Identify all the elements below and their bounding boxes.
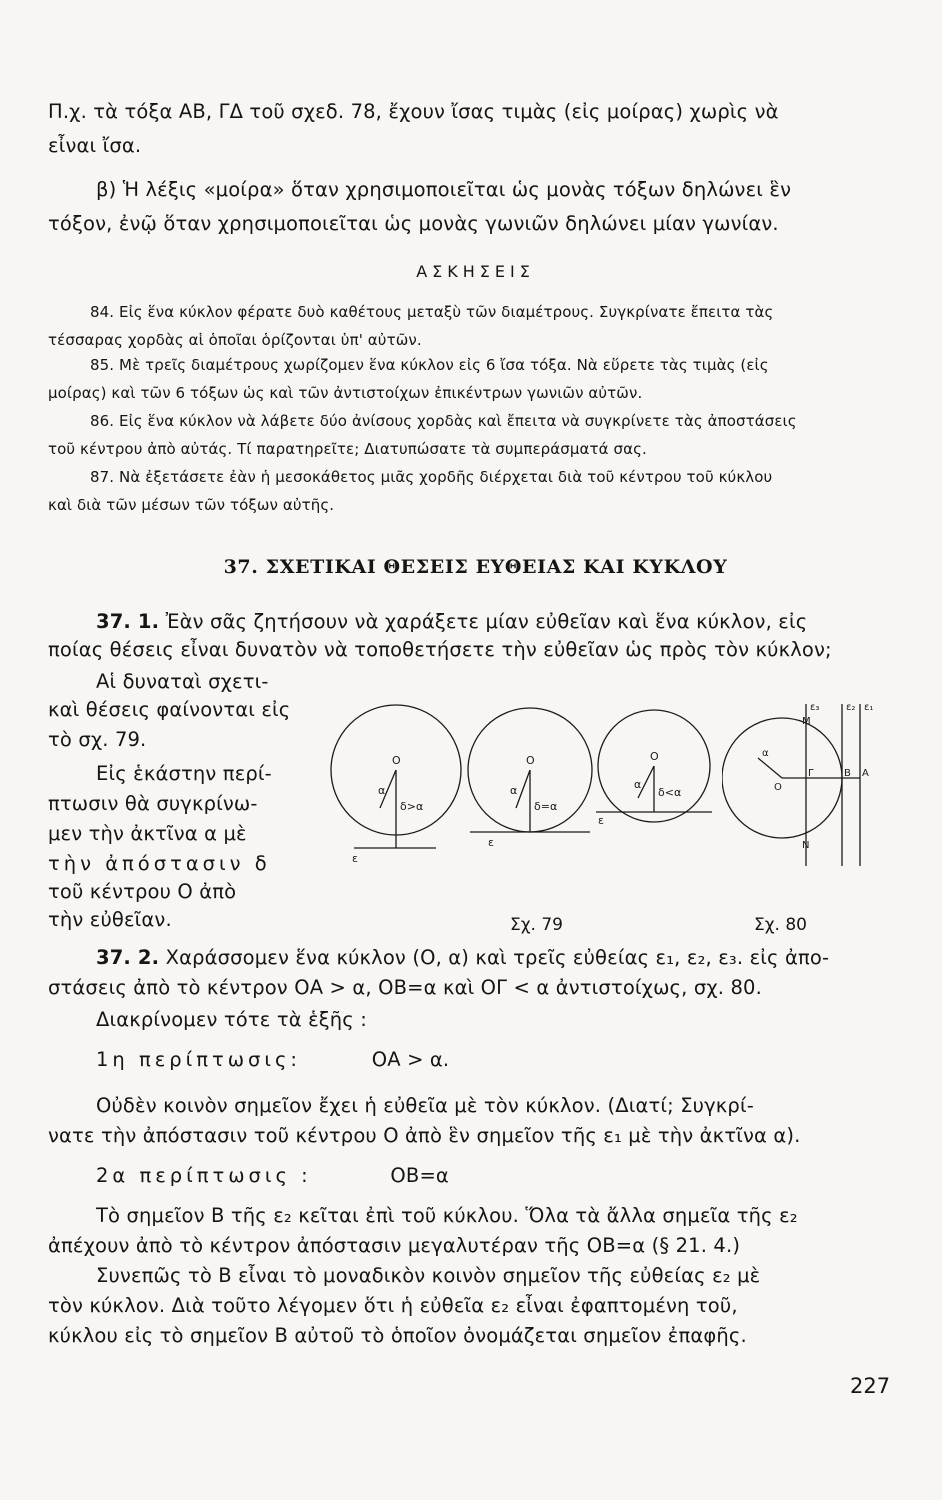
subsection-text-cont: Διακρίνομεν τότε τὰ ἑξῆς : [96, 1008, 367, 1031]
fig79-label: ε [488, 836, 494, 849]
case-2-text: ἀπέχουν ἀπὸ τὸ κέντρον ἀπόστασιν μεγαλυτέραν τῆς ΟΒ=α (§ 21. 4.) [48, 1234, 741, 1257]
fig80-label: A [862, 768, 869, 779]
fig79-label: O [526, 754, 535, 767]
fig79-label: α [634, 778, 642, 791]
subsection-37-1 [96, 610, 942, 633]
fig80-label: N [802, 840, 810, 851]
fig79-label: δ=α [534, 800, 558, 813]
intro-line: Π.χ. τὰ τόξα ΑΒ, ΓΔ τοῦ σχεδ. 78, ἔχουν ἴσας τιμὰς (εἰς μοίρας) χωρὶς νὰ [48, 100, 779, 123]
exercise-86-cont: τοῦ κέντρου ἀπὸ αὐτάς. Τί παρατηρεῖτε; Διατυπώσατε τὰ συμπεράσματά σας. [48, 440, 647, 458]
figure-79 [330, 690, 600, 890]
fig80-label: ε₂ [846, 702, 856, 713]
exercise-84-cont: τέσσαρας χορδὰς αἱ ὁποῖαι ὁρίζονται ὑπ' αὐτῶν. [48, 331, 422, 349]
case-2-condition: ΟΒ=α [390, 1164, 449, 1187]
subsection-text-cont: στάσεις ἀπὸ τὸ κέντρον ΟΑ > α, ΟΒ=α καὶ ΟΓ < α ἀντιστοίχως, σχ. 80. [48, 976, 762, 999]
case-2-text: Συνεπῶς τὸ Β εἶναι τὸ μοναδικὸν κοινὸν σημεῖον τῆς εὐθείας ε₂ μὲ [96, 1264, 761, 1287]
fig79-label: α [378, 784, 386, 797]
fig80-label: ε₃ [810, 702, 820, 713]
fig80-label: B [844, 768, 851, 779]
subsection-text: Ἐὰν σᾶς ζητήσουν νὰ χαράξετε μίαν εὐθεῖαν καὶ ἕνα κύκλον, εἰς [165, 610, 808, 633]
figure-79-third [596, 696, 726, 846]
fig79-label: δ<α [658, 786, 682, 799]
case-1-text: νατε τὴν ἀπόστασιν τοῦ κέντρου Ο ἀπὸ ἓν σημεῖον τῆς ε₁ μὲ τὴν ἀκτῖνα α). [48, 1124, 801, 1147]
figure-80-caption: Σχ. 80 [754, 915, 808, 935]
fig79-label: O [650, 750, 659, 763]
left-col-line: τὸ σχ. 79. [48, 728, 147, 751]
subsection-number: 37. 2. [96, 946, 160, 969]
exercise-87: 87. Νὰ ἐξετάσετε ἐὰν ἡ μεσοκάθετος μιᾶς χορδῆς διέρχεται διὰ τοῦ κέντρου τοῦ κύκλου [90, 468, 773, 486]
left-col-line: τοῦ κέντρου Ο ἀπὸ [48, 880, 237, 903]
case-2 [96, 1164, 942, 1187]
subsection-text-cont: ποίας θέσεις εἶναι δυνατὸν νὰ τοποθετήσετε τὴν εὐθεῖαν ὡς πρὸς τὸν κύκλον; [48, 638, 832, 661]
left-col-line: τὴν ἀπόστασιν δ [48, 852, 271, 875]
case-2-text: κύκλου εἰς τὸ σημεῖον Β αὐτοῦ τὸ ὁποῖον ὀνομάζεται σημεῖον ἐπαφῆς. [48, 1324, 747, 1347]
fig80-label: O [774, 782, 782, 793]
subsection-number: 37. 1. [96, 610, 160, 633]
left-col-line: Εἰς ἑκάστην περί- [96, 762, 272, 785]
fig79-label: ε [352, 852, 358, 865]
intro-line: εἶναι ἴσα. [48, 134, 142, 157]
case-2-label: 2α περίπτωσις : [96, 1164, 312, 1187]
left-col-line: Αἱ δυναταὶ σχετι- [96, 670, 269, 693]
exercise-87-cont: καὶ διὰ τῶν μέσων τῶν τόξων αὐτῆς. [48, 496, 335, 514]
fig80-label: ε₁ [864, 702, 874, 713]
case-1-text: Οὐδὲν κοινὸν σημεῖον ἔχει ἡ εὐθεῖα μὲ τὸν κύκλον. (Διατί; Συγκρί- [96, 1094, 754, 1117]
exercises-title: ΑΣΚΗΣΕΙΣ [416, 262, 535, 281]
page-number: 227 [850, 1374, 891, 1398]
left-col-line: μεν τὴν ἀκτῖνα α μὲ [48, 822, 247, 845]
fig79-label: ε [598, 814, 604, 827]
fig80-label: M [802, 716, 811, 727]
exercise-85: 85. Μὲ τρεῖς διαμέτρους χωρίζομεν ἕνα κύκλον εἰς 6 ἴσα τόξα. Νὰ εὕρετε τὰς τιμὰς (εἰς [90, 356, 769, 374]
exercise-85-cont: μοίρας) καὶ τῶν 6 τόξων ὡς καὶ τῶν ἀντιστοίχων ἐπικέντρων γωνιῶν αὐτῶν. [48, 384, 643, 402]
case-2-text: τὸν κύκλον. Διὰ τοῦτο λέγομεν ὅτι ἡ εὐθεῖα ε₂ εἶναι ἐφαπτομένη τοῦ, [48, 1294, 738, 1317]
section-heading: 37. ΣΧΕΤΙΚΑΙ ΘΕΣΕΙΣ ΕΥΘΕΙΑΣ ΚΑΙ ΚΥΚΛΟΥ [223, 556, 728, 578]
fig79-label: δ>α [400, 800, 424, 813]
figure-79-caption: Σχ. 79 [510, 915, 564, 935]
fig80-label: α [762, 748, 769, 759]
case-2-text: Τὸ σημεῖον Β τῆς ε₂ κεῖται ἐπὶ τοῦ κύκλου. Ὅλα τὰ ἄλλα σημεῖα τῆς ε₂ [96, 1204, 798, 1227]
intro-line: τόξον, ἐνῷ ὅταν χρησιμοποιεῖται ὡς μονὰς γωνιῶν δηλώνει μίαν γωνίαν. [48, 212, 779, 235]
intro-line: β) Ἡ λέξις «μοίρα» ὅταν χρησιμοποιεῖται ὡς μονὰς τόξων δηλώνει ἓν [96, 178, 792, 201]
exercise-84: 84. Εἰς ἕνα κύκλον φέρατε δυὸ καθέτους μεταξὺ τῶν διαμέτρους. Συγκρίνατε ἔπειτα τὰς [90, 303, 774, 321]
fig80-label: Γ [808, 768, 814, 779]
fig79-label: α [510, 784, 518, 797]
left-col-line: πτωσιν θὰ συγκρίνω- [48, 792, 258, 815]
exercise-86: 86. Εἰς ἕνα κύκλον νὰ λάβετε δύο ἀνίσους χορδὰς καὶ ἔπειτα νὰ συγκρίνετε τὰς ἀποστάσεις [90, 412, 797, 430]
left-col-line: τὴν εὐθεῖαν. [48, 908, 172, 931]
figure-80 [722, 696, 892, 876]
subsection-37-2 [96, 946, 942, 969]
case-1-condition: ΟΑ > α. [371, 1048, 450, 1071]
left-col-line: καὶ θέσεις φαίνονται εἰς [48, 698, 291, 721]
case-1 [96, 1048, 942, 1071]
fig79-label: O [392, 754, 401, 767]
case-1-label: 1η περίπτωσις: [96, 1048, 302, 1071]
subsection-text: Χαράσσομεν ἕνα κύκλον (Ο, α) καὶ τρεῖς εὐθείας ε₁, ε₂, ε₃. εἰς ἀπο- [165, 946, 830, 969]
